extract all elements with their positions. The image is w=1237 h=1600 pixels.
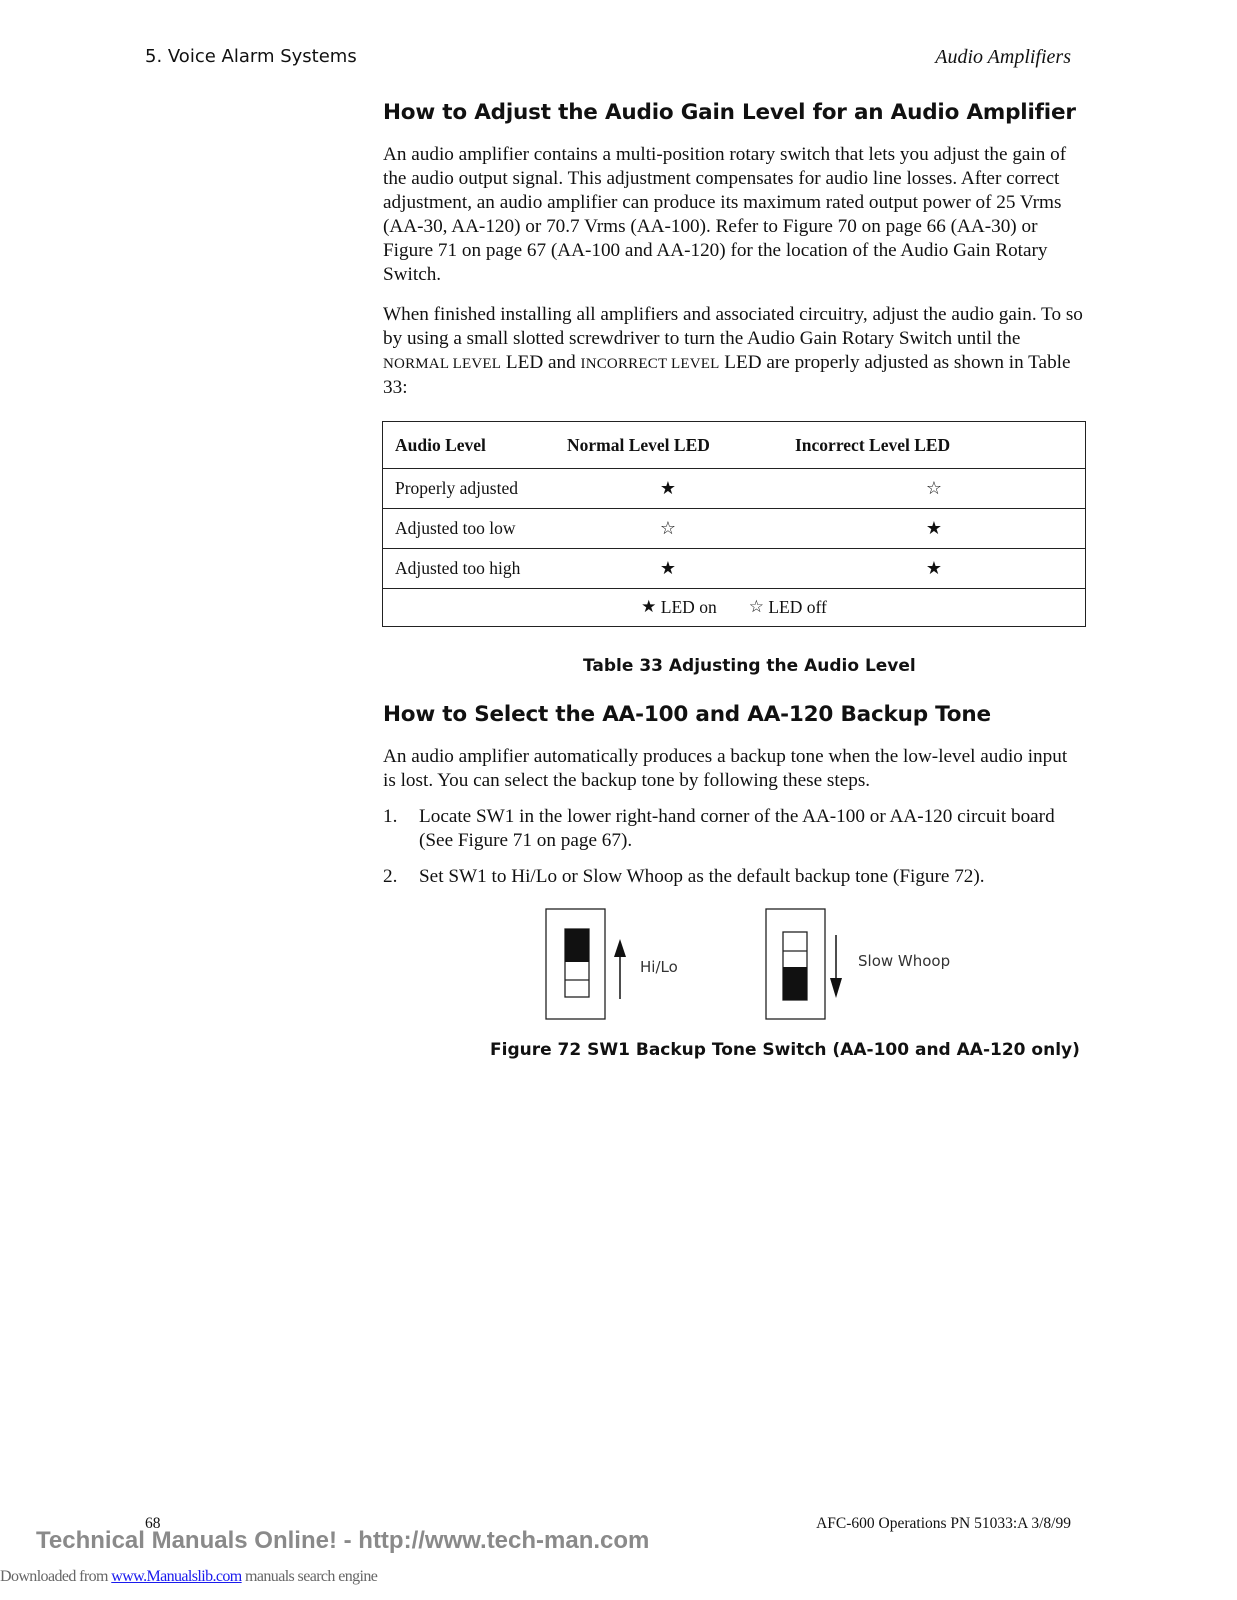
tech-man-watermark: Technical Manuals Online! - http://www.tech-man.com <box>36 1527 650 1554</box>
table-caption: Table 33 Adjusting the Audio Level <box>583 656 916 676</box>
column-header-incorrect-led: Incorrect Level LED <box>795 434 951 455</box>
table-row <box>383 509 1085 549</box>
figure-caption: Figure 72 SW1 Backup Tone Switch (AA-100 and AA-120 only) <box>490 1040 1080 1060</box>
running-header-section: Audio Amplifiers <box>935 46 1071 68</box>
incorrect-led-cell: ★ <box>925 518 943 539</box>
procedure-text-part2: LED and <box>501 352 581 373</box>
column-header-audio-level: Audio Level <box>395 434 486 455</box>
backup-tone-steps <box>383 805 1088 901</box>
section-heading-backup-tone: How to Select the AA-100 and AA-120 Backup Tone <box>383 702 991 727</box>
table-row <box>383 469 1085 509</box>
table-legend <box>383 588 1085 626</box>
procedure-text-part1: When finished installing all amplifiers and associated circuitry, adjust the audio gain. To so by using a small slotted screwdriver to turn the Audio Gain Rotary Switch until the <box>383 304 1083 349</box>
audio-level-table <box>382 421 1086 627</box>
slow-whoop-switch-diagram <box>766 909 950 1019</box>
led-on-star-icon: ★ <box>641 597 657 617</box>
led-off-star-icon: ☆ <box>748 597 764 617</box>
slow-whoop-label: Slow Whoop <box>858 952 951 970</box>
section-heading-audio-gain: How to Adjust the Audio Gain Level for an Audio Amplifier <box>383 100 1076 125</box>
procedure-text-part3: LED are properly adjusted as shown in Table 33: <box>383 352 1071 398</box>
manualslib-link[interactable]: www.Manualslib.com <box>111 1568 242 1585</box>
normal-led-cell: ★ <box>659 558 677 579</box>
paragraph-audio-gain-procedure <box>383 303 1083 400</box>
list-item <box>383 865 1088 889</box>
paragraph-audio-gain-intro: An audio amplifier contains a multi-position rotary switch that lets you adjust the gain of the audio output signal. This adjustment compensates for audio line losses. After correct adjustment, an audio amplifier can produce its maximum rated output power of 25 Vrms (AA-30, AA-120) or 70.7 Vrms (AA-100). Refer to Figure 70 on page 66 (AA-30) or Figure 71 on page 67 (AA-100 and AA-120) for the location of the Audio Gain Rotary Switch. <box>383 144 1067 285</box>
normal-level-term: NORMAL LEVEL <box>383 356 502 372</box>
step-number: 2. <box>383 866 398 887</box>
audio-level-cell: Adjusted too high <box>395 558 521 578</box>
step-text: Set SW1 to Hi/Lo or Slow Whoop as the default backup tone (Figure 72). <box>419 866 985 887</box>
page-number: 68 <box>145 1515 161 1532</box>
hilo-switch-diagram <box>546 909 678 1019</box>
hilo-label: Hi/Lo <box>640 958 678 976</box>
incorrect-led-cell: ★ <box>925 558 943 579</box>
normal-led-cell: ★ <box>659 478 677 499</box>
incorrect-led-cell: ☆ <box>925 478 943 499</box>
step-text: Locate SW1 in the lower right-hand corner of the AA-100 or AA-120 circuit board (See Figure 71 on page 67). <box>419 806 1055 851</box>
audio-level-cell: Adjusted too low <box>395 518 516 538</box>
legend-led-off: LED off <box>768 596 827 617</box>
table-row <box>383 549 1085 589</box>
download-suffix: manuals search engine <box>241 1568 378 1585</box>
sw1-switch-figure <box>540 905 960 1030</box>
incorrect-level-term: INCORRECT LEVEL <box>580 356 720 372</box>
legend-led-on: LED on <box>660 596 717 617</box>
step-number: 1. <box>383 806 398 827</box>
download-prefix: Downloaded from <box>0 1568 112 1585</box>
table-header-row <box>383 422 1085 469</box>
running-header-chapter: 5. Voice Alarm Systems <box>145 46 357 67</box>
paragraph-backup-tone-intro: An audio amplifier automatically produces a backup tone when the low-level audio input is lost. You can select the backup tone by following these steps. <box>383 746 1068 791</box>
audio-level-cell: Properly adjusted <box>395 478 518 498</box>
document-id: AFC-600 Operations PN 51033:A 3/8/99 <box>816 1515 1071 1532</box>
list-item <box>383 805 1088 853</box>
normal-led-cell: ☆ <box>659 518 677 539</box>
manualslib-watermark <box>0 1568 377 1586</box>
column-header-normal-led: Normal Level LED <box>567 434 710 455</box>
